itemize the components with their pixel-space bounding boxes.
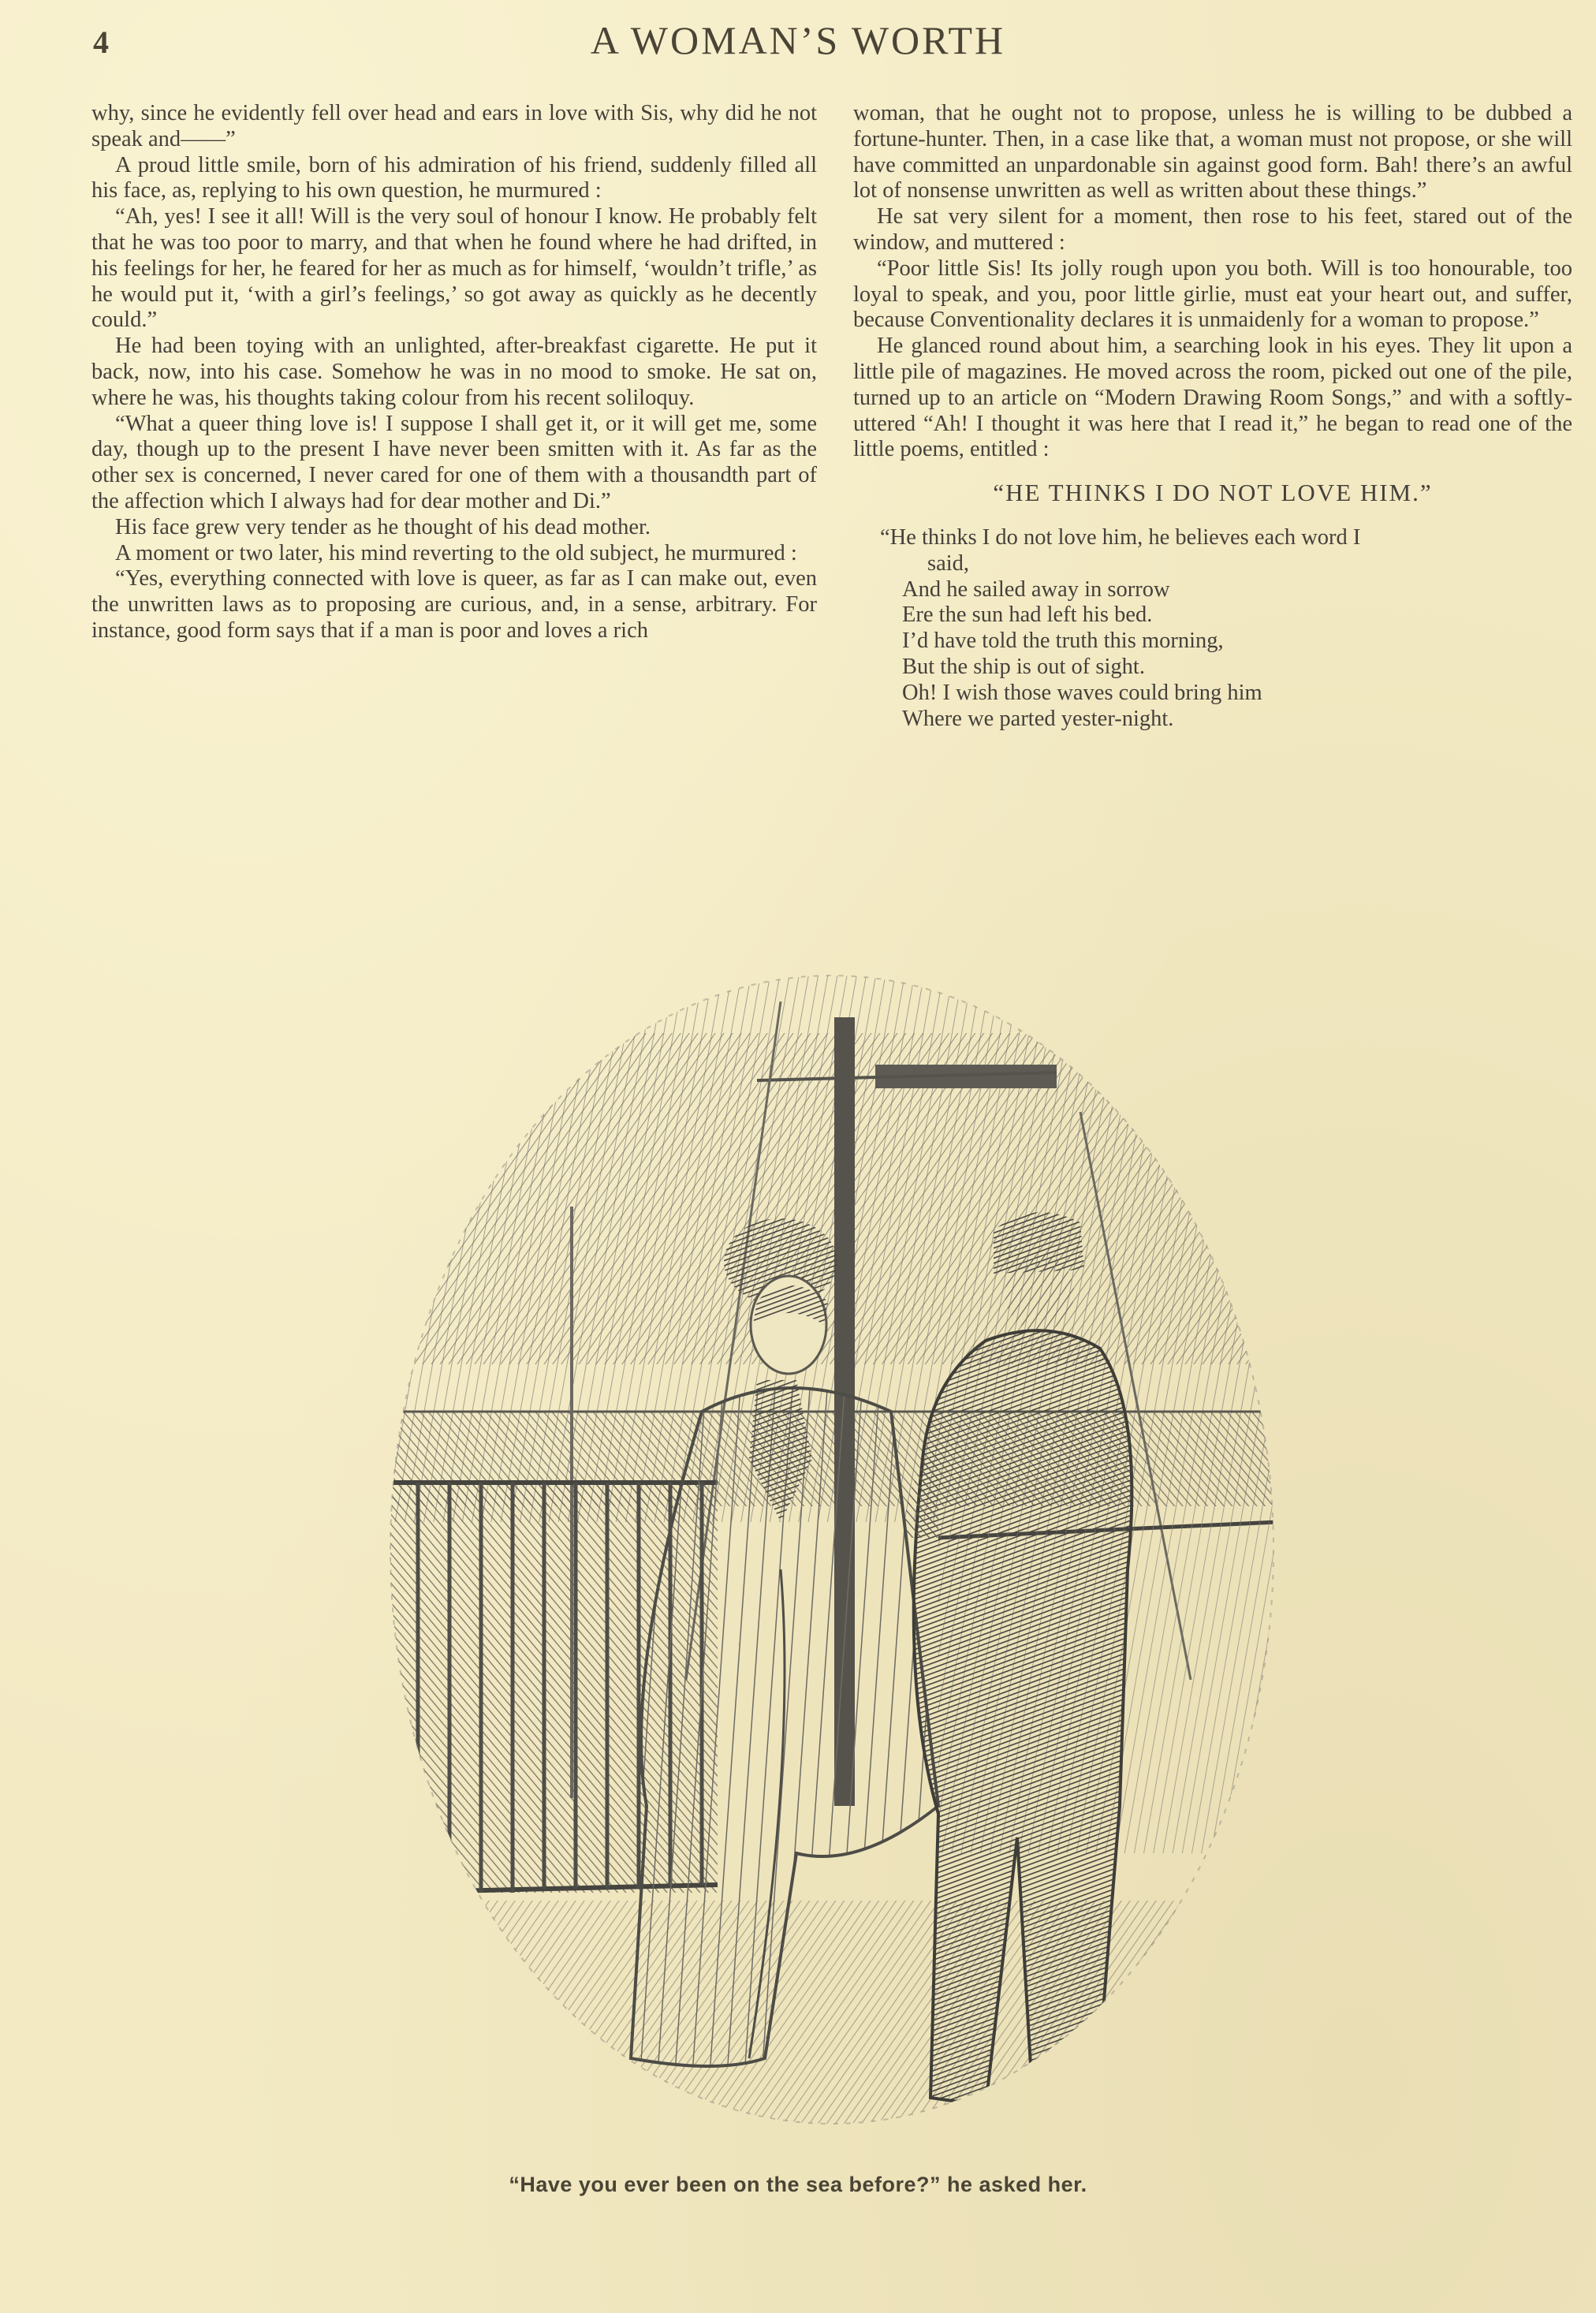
poem-line: “He thinks I do not love him, he believes each word I: [880, 524, 1361, 550]
paragraph: He had been toying with an unlighted, after-breakfast cigarette. He put it back, now, into his case. Somehow he was in no mood to smoke. He sat on, where he was, his thoughts taking colour from his recent soliloquy.: [91, 334, 817, 410]
paragraph: why, since he evidently fell over head and ears in love with Sis, why did he not speak and——”: [91, 101, 817, 151]
poem-title: “HE THINKS I DO NOT LOVE HIM.”: [993, 479, 1433, 507]
paragraph: “Ah, yes! I see it all! Will is the very soul of honour I know. He probably felt that he was too poor to marry, and that when he found where he had drifted, in his feelings for her, he feared for her as much as for himself, ‘wouldn’t trifle,’ as he would put it, ‘with a girl’s feelings,’ so got away as quickly as he decently could.”: [91, 204, 817, 333]
paragraph: “Yes, everything connected with love is queer, as far as I can make out, even the unwritten laws as to proposing are curious, and, in a sense, arbitrary. For instance, good form says that if a man is poor and loves a rich: [91, 566, 817, 643]
paragraph: A proud little smile, born of his admiration of his friend, suddenly filled all his face, as, replying to his own question, he murmured :: [91, 152, 817, 203]
page-number: 4: [93, 24, 109, 60]
poem-line: Oh! I wish those waves could bring him: [902, 680, 1262, 705]
poem: [853, 525, 1572, 732]
illustration-caption: “Have you ever been on the sea before?” he asked her.: [509, 2173, 1087, 2196]
poem-line: Where we parted yester-night.: [902, 706, 1174, 731]
poem-line: And he sailed away in sorrow: [902, 576, 1170, 602]
poem-line: I’d have told the truth this morning,: [902, 629, 1224, 654]
right-text-column: [853, 101, 1572, 732]
paragraph: He glanced round about him, a searching look in his eyes. They lit upon a little pile of magazines. He moved across the room, picked out one of the pile, turned up to an article on “Modern Drawing Room Songs,” and with a softly-uttered “Ah! I thought it was here that I read it,” he began to read one of the little poems, entitled :: [853, 334, 1572, 462]
poem-line: said,: [927, 550, 970, 576]
paragraph: “Poor little Sis! Its jolly rough upon you both. Will is too honourable, too loyal to speak, and you, poor little girlie, must eat your heart out, and suffer, because Conventionality declares it is unmaidenly for a woman to propose.”: [853, 256, 1572, 333]
engraving-illustration: [386, 970, 1277, 2129]
paragraph: A moment or two later, his mind reverting to the old subject, he murmured :: [115, 540, 797, 565]
poem-line: But the ship is out of sight.: [902, 654, 1145, 679]
running-title: A WOMAN’S WORTH: [590, 18, 1006, 62]
left-text-column: [91, 101, 817, 644]
paragraph: “What a queer thing love is! I suppose I shall get it, or it will get me, some day, though up to the present I have never been smitten with it. As far as the other sex is concerned, I never cared for one of them with a thousandth part of the affection which I always had for dear mother and Di.”: [91, 411, 817, 513]
paragraph: woman, that he ought not to propose, unless he is willing to be dubbed a fortune-hunter. Then, in a case like that, a woman must not propose, or she will have committed an unpardonable sin against good form. Bah! there’s an awful lot of nonsense unwritten as well as written about these things.”: [853, 101, 1572, 203]
poem-line: Ere the sun had left his bed.: [902, 602, 1153, 628]
paragraph: He sat very silent for a moment, then rose to his feet, stared out of the window, and muttered :: [853, 204, 1572, 255]
paragraph: His face grew very tender as he thought of his dead mother.: [115, 514, 651, 539]
